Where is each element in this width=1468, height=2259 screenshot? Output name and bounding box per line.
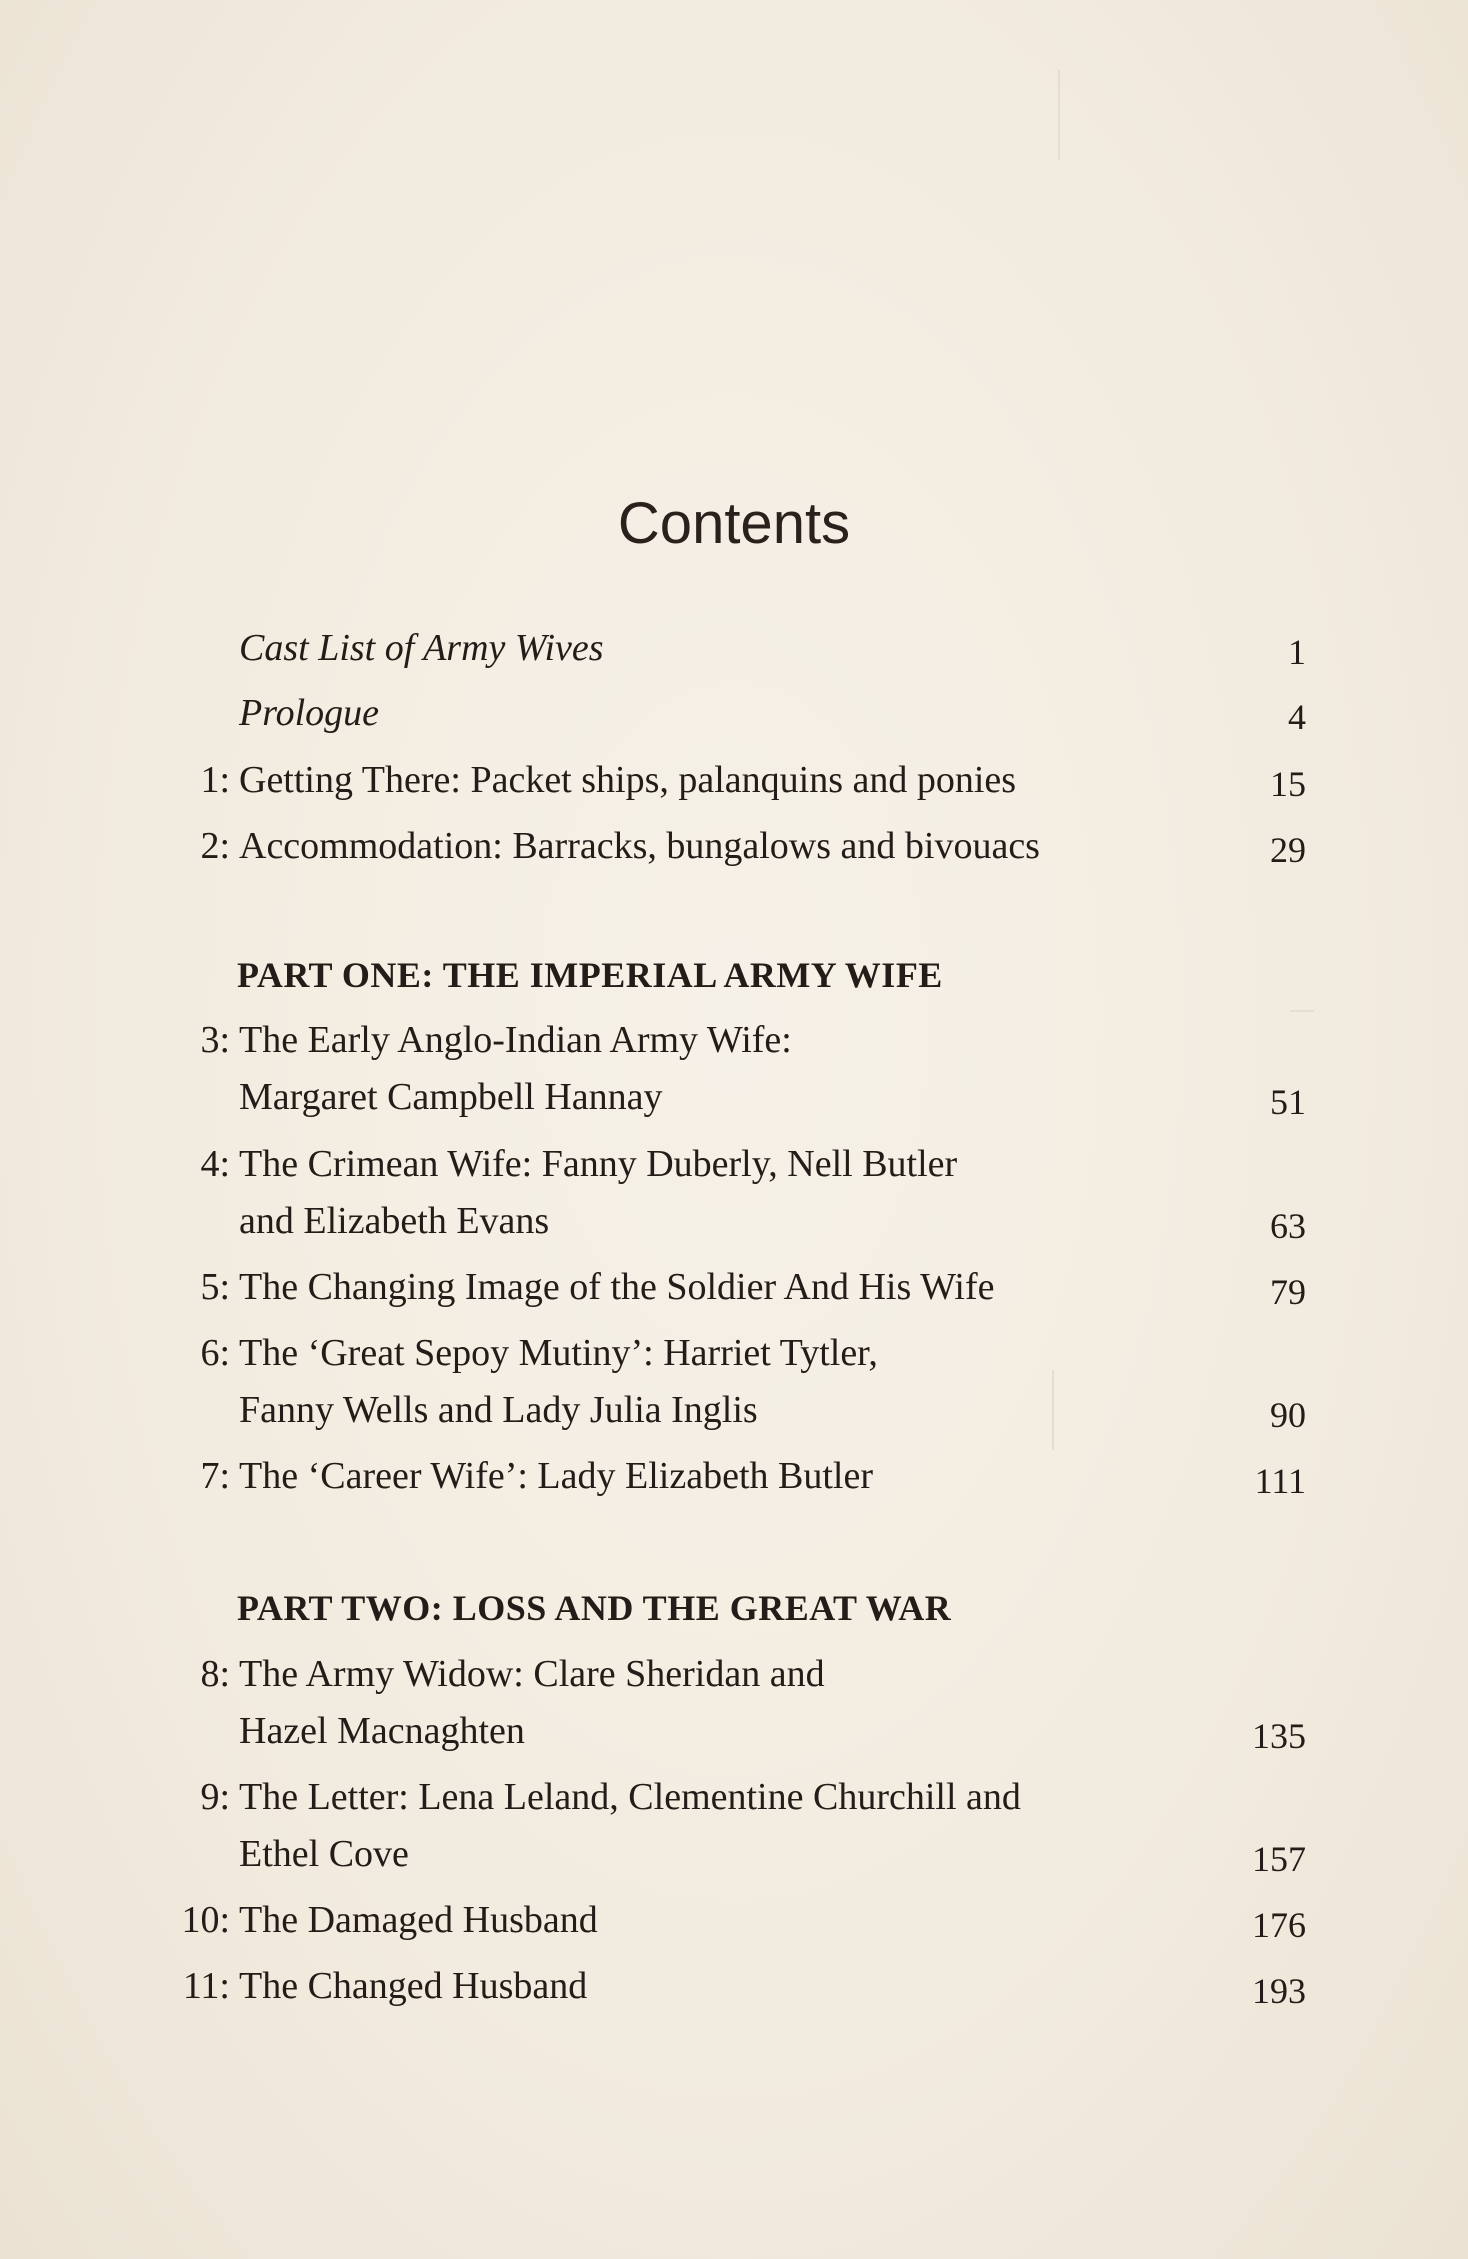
chapter-title: The ‘Career Wife’: Lady Elizabeth Butler xyxy=(239,1455,873,1497)
toc-page-number: 4 xyxy=(1288,697,1306,737)
chapter-title-line-1: The ‘Great Sepoy Mutiny’: Harriet Tytler, xyxy=(239,1332,878,1374)
show-through-mark xyxy=(1052,1370,1054,1450)
chapter-number: 8: xyxy=(200,1653,230,1695)
toc-page-number: 111 xyxy=(1254,1461,1306,1501)
toc-page-number: 15 xyxy=(1270,764,1306,804)
toc-page-number: 176 xyxy=(1252,1905,1306,1945)
chapter-title: The Changing Image of the Soldier And His Wife xyxy=(239,1266,995,1308)
chapter-title: The Changed Husband xyxy=(239,1965,588,2007)
show-through-mark xyxy=(1290,1010,1314,1012)
toc-entry-cast-list: Cast List of Army Wives xyxy=(239,627,604,669)
chapter-number: 9: xyxy=(200,1776,230,1818)
part-one-heading: PART ONE: THE IMPERIAL ARMY WIFE xyxy=(237,955,943,995)
chapter-number: 4: xyxy=(200,1143,230,1185)
show-through-mark xyxy=(1058,70,1060,160)
toc-page-number: 1 xyxy=(1288,632,1306,672)
toc-page-number: 51 xyxy=(1270,1082,1306,1122)
chapter-title-line-1: The Army Widow: Clare Sheridan and xyxy=(239,1653,825,1695)
chapter-title-line-2: Ethel Cove xyxy=(239,1833,409,1875)
toc-page-number: 193 xyxy=(1252,1971,1306,2011)
toc-page-number: 29 xyxy=(1270,830,1306,870)
chapter-number: 10: xyxy=(181,1899,230,1941)
chapter-number: 5: xyxy=(200,1266,230,1308)
chapter-number: 6: xyxy=(200,1332,230,1374)
chapter-number: 3: xyxy=(200,1019,230,1061)
page-title: Contents xyxy=(617,491,851,556)
chapter-title-line-1: The Crimean Wife: Fanny Duberly, Nell Butler xyxy=(239,1143,958,1185)
chapter-number: 1: xyxy=(200,759,230,801)
chapter-title: The Damaged Husband xyxy=(239,1899,598,1941)
toc-page-number: 63 xyxy=(1270,1206,1306,1246)
toc-entry-prologue: Prologue xyxy=(239,692,380,734)
part-two-heading: PART TWO: LOSS AND THE GREAT WAR xyxy=(237,1588,952,1628)
chapter-title: Getting There: Packet ships, palanquins and ponies xyxy=(239,759,1017,801)
chapter-number: 7: xyxy=(200,1455,230,1497)
chapter-title-line-1: The Early Anglo-Indian Army Wife: xyxy=(239,1019,792,1061)
chapter-number: 2: xyxy=(200,825,230,867)
toc-page-number: 157 xyxy=(1252,1839,1306,1879)
chapter-title-line-2: and Elizabeth Evans xyxy=(239,1200,550,1242)
toc-page-number: 90 xyxy=(1270,1395,1306,1435)
chapter-title-line-2: Hazel Macnaghten xyxy=(239,1710,525,1752)
chapter-number: 11: xyxy=(182,1965,230,2007)
chapter-title-line-1: The Letter: Lena Leland, Clementine Churchill and xyxy=(239,1776,1021,1818)
chapter-title: Accommodation: Barracks, bungalows and bivouacs xyxy=(239,825,1040,867)
chapter-title-line-2: Fanny Wells and Lady Julia Inglis xyxy=(239,1389,758,1431)
chapter-title-line-2: Margaret Campbell Hannay xyxy=(239,1076,663,1118)
toc-page-number: 135 xyxy=(1252,1716,1306,1756)
toc-page-number: 79 xyxy=(1270,1272,1306,1312)
